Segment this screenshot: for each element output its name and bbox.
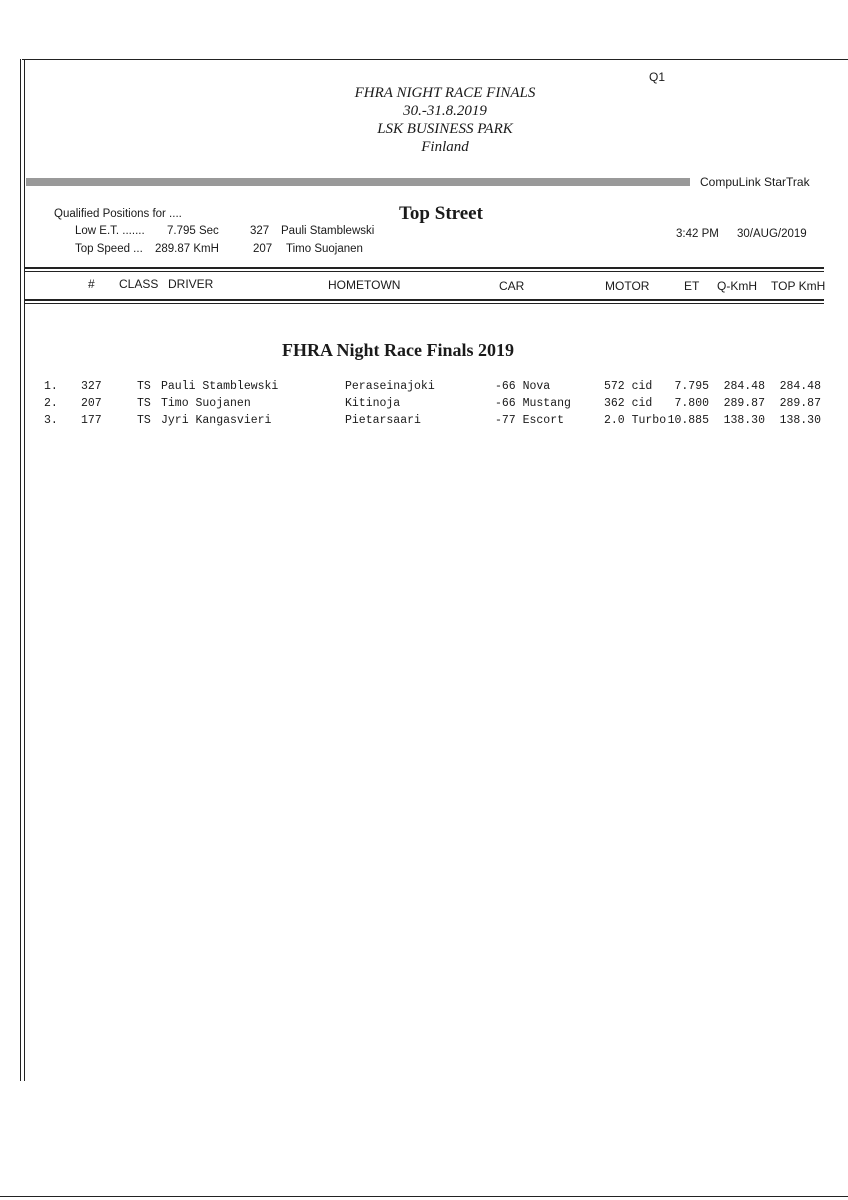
event-name: FHRA NIGHT RACE FINALS [354, 85, 536, 101]
row-position: 1. [44, 380, 58, 393]
software-label: CompuLink StarTrak [700, 175, 810, 189]
col-hometown: HOMETOWN [328, 278, 401, 292]
dotted-separator [26, 178, 690, 186]
row-qkmh: 138.30 [723, 414, 765, 427]
class-title: Top Street [399, 203, 483, 224]
row-qkmh: 289.87 [723, 397, 765, 410]
header-line-top-2 [24, 271, 824, 272]
row-topkmh: 284.48 [779, 380, 821, 393]
row-motor: 362 cid [604, 397, 653, 410]
table-row [0, 414, 848, 430]
col-qkmh: Q-KmH [717, 279, 757, 293]
row-driver: Pauli Stamblewski [161, 380, 279, 393]
col-topkmh: TOP KmH [771, 279, 826, 293]
col-motor: MOTOR [605, 279, 650, 293]
header-line-top [24, 267, 824, 269]
report-time: 3:42 PM [676, 228, 719, 240]
left-border-inner [24, 59, 25, 1081]
row-motor: 572 cid [604, 380, 653, 393]
event-venue: LSK BUSINESS PARK [377, 121, 513, 137]
row-number: 327 [81, 380, 102, 393]
section-title: FHRA Night Race Finals 2019 [282, 340, 514, 360]
top-speed-driver: Timo Suojanen [286, 243, 363, 255]
col-et: ET [684, 279, 700, 293]
col-driver: DRIVER [168, 277, 214, 291]
low-et-value: 7.795 Sec [167, 225, 219, 237]
row-hometown: Pietarsaari [345, 414, 421, 427]
row-number: 177 [81, 414, 102, 427]
table-row [0, 397, 848, 413]
row-hometown: Kitinoja [345, 397, 401, 410]
header-line-bottom-2 [24, 303, 824, 304]
row-car: -66 Mustang [495, 397, 571, 410]
row-class: TS [137, 397, 151, 410]
row-car: -66 Nova [495, 380, 551, 393]
row-hometown: Peraseinajoki [345, 380, 435, 393]
bottom-border [0, 1196, 848, 1197]
col-car: CAR [499, 279, 525, 293]
col-num: # [88, 277, 95, 291]
row-car: -77 Escort [495, 414, 565, 427]
col-class: CLASS [119, 277, 159, 291]
row-position: 2. [44, 397, 58, 410]
row-position: 3. [44, 414, 58, 427]
top-border [22, 59, 848, 60]
left-border [20, 59, 21, 1081]
top-speed-car-number: 207 [253, 243, 273, 255]
row-topkmh: 289.87 [779, 397, 821, 410]
row-qkmh: 284.48 [723, 380, 765, 393]
row-driver: Jyri Kangasvieri [161, 414, 272, 427]
top-speed-label: Top Speed ... [75, 243, 143, 255]
low-et-label: Low E.T. ....... [75, 225, 145, 237]
row-topkmh: 138.30 [779, 414, 821, 427]
row-class: TS [137, 380, 151, 393]
header-line-bottom [24, 299, 824, 301]
low-et-driver: Pauli Stamblewski [281, 225, 375, 237]
sheet-code: Q1 [649, 70, 666, 84]
row-et: 10.885 [667, 414, 709, 427]
row-et: 7.795 [674, 380, 709, 393]
event-header [300, 84, 590, 156]
row-number: 207 [81, 397, 102, 410]
report-date: 30/AUG/2019 [737, 228, 807, 240]
row-et: 7.800 [674, 397, 709, 410]
row-motor: 2.0 Turbo [604, 414, 667, 427]
row-class: TS [137, 414, 151, 427]
qualified-label: Qualified Positions for .... [54, 208, 182, 220]
event-country: Finland [421, 139, 469, 155]
low-et-car-number: 327 [250, 225, 270, 237]
table-row [0, 380, 848, 396]
top-speed-value: 289.87 KmH [155, 243, 219, 255]
row-driver: Timo Suojanen [161, 397, 251, 410]
event-dates: 30.-31.8.2019 [403, 103, 487, 119]
